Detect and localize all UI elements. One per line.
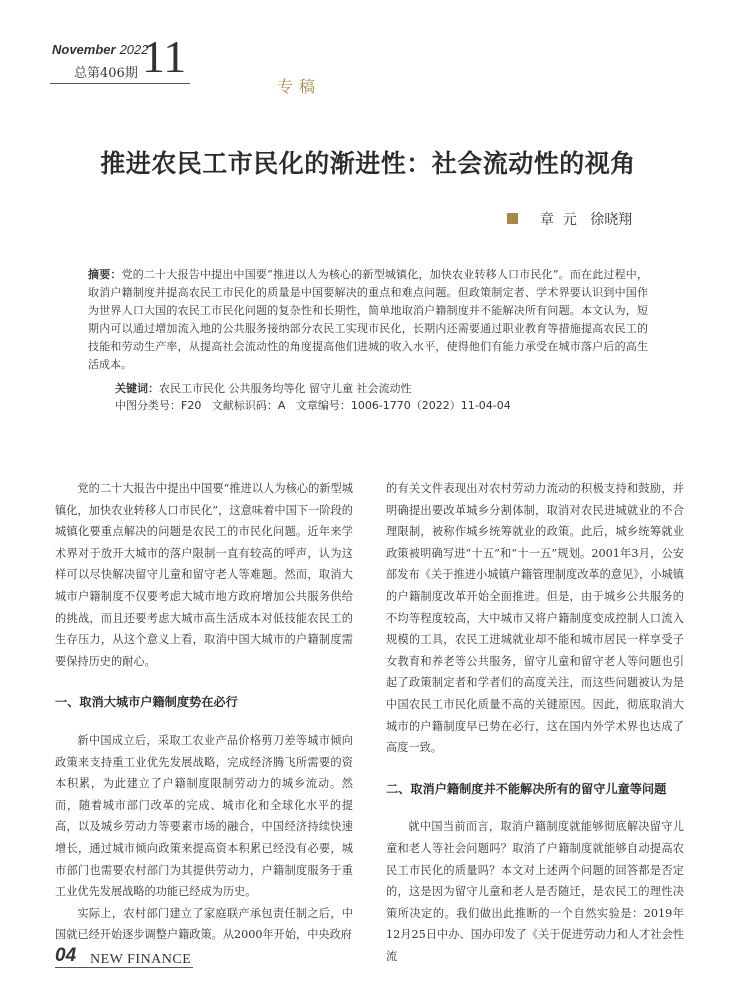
section-heading-2: 二、取消户籍制度并不能解决所有的留守儿童等问题 xyxy=(386,781,667,796)
header-rule xyxy=(50,83,190,84)
section-heading-1: 一、取消大城市户籍制度势在必行 xyxy=(55,695,238,710)
article-title: 推进农民工市民化的渐进性：社会流动性的视角 xyxy=(100,149,636,178)
body-column-left xyxy=(55,478,353,946)
abstract-text: 党的二十大报告中提出中国要“推进以人为核心的新型城镇化，加快农业转移人口市民化”。而在此过程中，取消户籍制度并提高农民工市民化的质量是中国要解决的重点和难点问题。但政策制定者、学术界要认识到中国作为世界人口大国的农民工市民化问题的复杂性和长期性，简单地取消户籍制度并不能解决所有问题。本文认为，短期内可以通过增加流入地的公共服务接纳部分农民工实现市民化，长期内还需要通过职业教育等措施提高农民工的技能和劳动生产率，从提高社会流动性的角度提高他们进城的收入水平，使得他们有能力承受在城市落户后的高生活成本。 xyxy=(88,268,649,371)
journal-name: NEW FINANCE xyxy=(90,952,192,967)
footer-rule xyxy=(55,967,193,968)
abstract-label: 摘要： xyxy=(88,268,122,281)
keywords xyxy=(115,381,412,397)
page-number: 04 xyxy=(55,945,77,966)
paragraph: 的有关文件表现出对农村劳动力流动的积极支持和鼓励，并明确提出要改革城乡分割体制，取消对农民进城就业的不合理限制，被称作城乡统筹就业的政策。此后，城乡统筹就业政策被明确写进“十五”和“十一五”规划。2001年3月，公安部发布《关于推进小城镇户籍管理制度改革的意见》，小城镇的户籍制度改革开始全面推进。但是，由于城乡公共服务的不均等程度较高，大中城市又将户籍制度变成控制人口流入规模的工具，农民工进城就业却不能和城市居民一样享受子女教育和养老等公共服务，留守儿童和留守老人等问题也引起了政策制定者和学者们的高度关注，而这些问题被认为是中国农民工市民化质量不高的关键原因。因此，彻底取消大城市的户籍制度早已势在必行，这在国内外学术界也达成了高度一致。 xyxy=(386,482,684,755)
abstract xyxy=(88,266,648,374)
article-authors: 章 元 徐晓翔 xyxy=(540,212,633,228)
issue-month: November 2022 xyxy=(52,42,149,57)
paragraph: 实际上，农村部门建立了家庭联产承包责任制之后，中国就已经开始逐步调整户籍政策。从2000年开始，中央政府 xyxy=(55,906,353,942)
author-marker-icon xyxy=(507,213,518,224)
issue-number: 11 xyxy=(142,31,187,82)
body-column-right xyxy=(386,478,684,967)
keywords-label: 关键词： xyxy=(115,382,159,395)
paragraph: 新中国成立后，采取工农业产品价格剪刀差等城市倾向政策来支持重工业优先发展战略，完成经济腾飞所需要的资本积累，为此建立了户籍制度限制劳动力的城乡流动。然而，随着城市部门改革的完成、城市化和全球化水平的提高，以及城乡劳动力等要素市场的融合，中国经济持续快速增长，通过城市倾向政策来提高资本积累已经没有必要，城市部门也需要农村部门为其提供劳动力，户籍制度服务于重工业优先发展战略的功能已经成为历史。 xyxy=(55,733,353,899)
issue-total: 总第406期 xyxy=(74,66,138,81)
keywords-text: 农民工市民化 公共服务均等化 留守儿童 社会流动性 xyxy=(159,382,412,395)
column-label: 专稿 xyxy=(277,77,322,96)
classification-line: 中图分类号：F20 文献标识码：A 文章编号：1006-1770（2022）11-04-04 xyxy=(115,399,511,412)
paragraph: 党的二十大报告中提出中国要“推进以人为核心的新型城镇化，加快农业转移人口市民化”，这意味着中国下一阶段的城镇化要重点解决的问题是农民工的市民化问题。近年来学术界对于放开大城市的落户限制一直有较高的呼声，认为这样可以尽快解决留守儿童和留守老人等难题。然而，取消大城市户籍制度不仅要考虑大城市地方政府增加公共服务供给的挑战，而且还要考虑大城市高生活成本对低技能农民工的生存压力，从这个意义上看，取消中国大城市的户籍制度需要保持历史的耐心。 xyxy=(55,482,353,668)
paragraph: 就中国当前而言，取消户籍制度就能够彻底解决留守儿童和老人等社会问题吗？取消了户籍制度就能够自动提高农民工市民化的质量吗？本文对上述两个问题的回答都是否定的，这是因为留守儿童和老人是否随迁，是农民工的理性决策所决定的。我们做出此推断的一个自然实验是：2019年12月25日中办、国办印发了《关于促进劳动力和人才社会性流 xyxy=(386,820,684,963)
issue-year: 2022 xyxy=(119,42,149,57)
